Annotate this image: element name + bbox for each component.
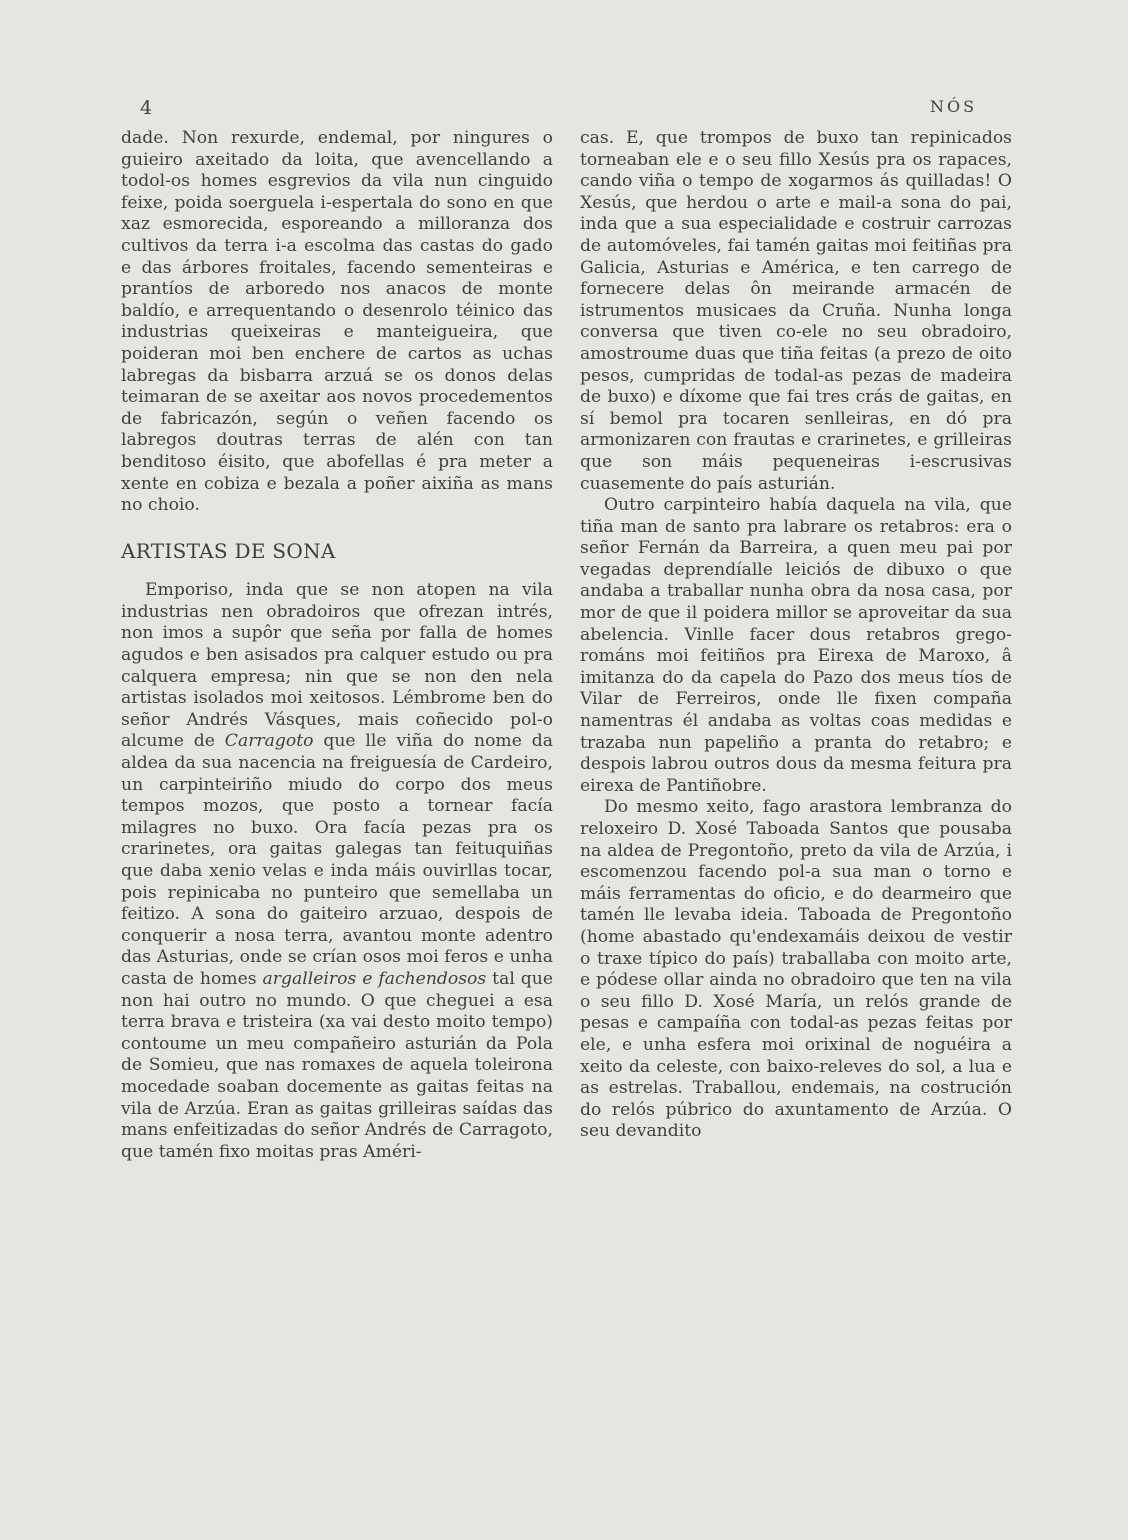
paragraph-text: tal que non hai outro no mundo. O que cheguei a esa terra brava e tristeira (xa vai desto moito tempo) contoume un meu compañeiro asturián da Pola de Somieu, que nas romaxes de aquela toleirona mocedade soaban docemente as gaitas feitas na vila de Arzúa. Eran as gaitas grilleiras saídas das mans enfeitizadas do señor Andrés de Carragoto, que tamén fixo moitas pras Améri- <box>121 968 553 1162</box>
paragraph-text: que lle viña do nome da aldea da sua nacencia na freiguesía de Cardeiro, un carpinteiriño miudo do corpo dos meus tempos mozos, que posto a tornear facía milagres no buxo. Ora facía pezas pra os crarinetes, ora gaitas galegas tan feituquiñas que daba xenio velas e inda máis ouvirllas tocar, pois repinicaba no punteiro que semellaba un feitizo. A sona do gaiteiro arzuao, despois de conquerir a nosa terra, avantou monte adentro das Asturias, onde se crían osos moi feros e unha casta de homes <box>121 731 554 989</box>
left-paragraph-1: dade. Non rexurde, endemal, por ningures o guieiro axeitado da loita, que avencellando a todol-os homes esgrevios da vila nun cinguido feixe, poida soerguela i-espertala do sono en que xaz esmorecida, esporeando a milloranza dos cultivos da terra i-a escolma das castas do gado e das árbores froitales, facendo sementeiras e prantíos de arboredo nos anacos de monte baldío, e arrequentando o desenrolo téinico das industrias queixeiras e manteigueira, que poideran moi ben enchere de cartos as uchas labregas da bisbarra arzuá se os donos delas teimaran de se axeitar aos novos procedementos de fabricazón, según o veñen facendo os labregos doutras terras de alén con tan benditoso éisito, que abofellas é pra meter a xente en cobiza e bezala a poñer aixiña as mans no choio. <box>121 128 553 516</box>
right-paragraph-3: Do mesmo xeito, fago arastora lembranza do reloxeiro D. Xosé Taboada Santos que pousaba na aldea de Pregontoño, preto da vila de Arzúa, i escomenzou facendo pol-a sua man o torno e máis ferramentas do oficio, e do dearmeiro que tamén lle levaba ideia. Taboada de Pregontoño (home abastado qu'endexamáis deixou de vestir o traxe típico do país) traballaba con moito arte, e pódese ollar ainda no obradoiro que ten na vila o seu fillo D. Xosé María, un relós grande de pesas e campaíña con todal-as pezas feitas por ele, e unha esfera moi orixinal de noguéira a xeito da celeste, con baixo-releves do sol, a lua e as estrelas. Traballou, endemais, na costrución do relós púbrico do axuntamento de Arzúa. O seu devandito <box>580 797 1012 1142</box>
alias-carragoto: Carragoto <box>224 731 314 752</box>
left-column <box>121 128 553 1163</box>
left-paragraph-2 <box>121 580 553 1163</box>
paragraph-text: Emporiso, inda que se non atopen na vila industrias nen obradoiros que ofrezan intrés, non imos a supôr que seña por falla de homes agudos e ben asisados pra calquer estudo ou pra calquera empresa; nin que se non den nela artistas isolados moi xeitosos. Lémbrome ben do señor Andrés Vásques, mais coñecido pol-o alcume de <box>121 580 553 752</box>
section-heading: ARTISTAS DE SONA <box>121 538 336 563</box>
italic-phrase: argalleiros e fachendosos <box>262 968 487 989</box>
right-paragraph-2: Outro carpinteiro había daquela na vila, que tiña man de santo pra labrare os retabros: era o señor Fernán da Barreira, a quen meu pai por vegadas deprendíalle leiciós de dibuxo o que andaba a traballar nunha obra da nosa casa, por mor de que il poidera millor se aproveitar da sua abelencia. Vinlle facer dous retabros grego-románs moi feitiños pra Eirexa de Maroxo, â imitanza do da capela do Pazo dos meus tíos de Vilar de Ferreiros, onde lle fixen compaña namentras él andaba as voltas coas medidas e trazaba nun papeliño a pranta do retabro; e despois labrou outros dous da mesma feitura pra eirexa de Pantiñobre. <box>580 495 1012 796</box>
running-title: NÓS <box>930 97 978 116</box>
right-paragraph-1: cas. E, que trompos de buxo tan repinicados torneaban ele e o seu fillo Xesús pra os rapaces, cando viña o tempo de xogarmos ás quilladas! O Xesús, que herdou o arte e mail-a sona do pai, inda que a sua especialidade e costruir carrozas de automóveles, fai tamén gaitas moi feitiñas pra Galicia, Asturias e América, e ten carrego de fornecere delas ôn meirande armacén de istrumentos musicaes da Cruña. Nunha longa conversa que tiven co-ele no seu obradoiro, amostroume duas que tiña feitas (a prezo de oito pesos, cumpridas de todal-as pezas de madeira de buxo) e díxome que fai tres crás de gaitas, en sí bemol pra tocaren senlleiras, en dó pra armonizaren con frautas e crarinetes, e grilleiras que son máis pequeneiras i-escrusivas cuasemente do país asturián. <box>580 128 1012 494</box>
page-number: 4 <box>140 97 153 119</box>
right-column <box>580 128 1012 1143</box>
